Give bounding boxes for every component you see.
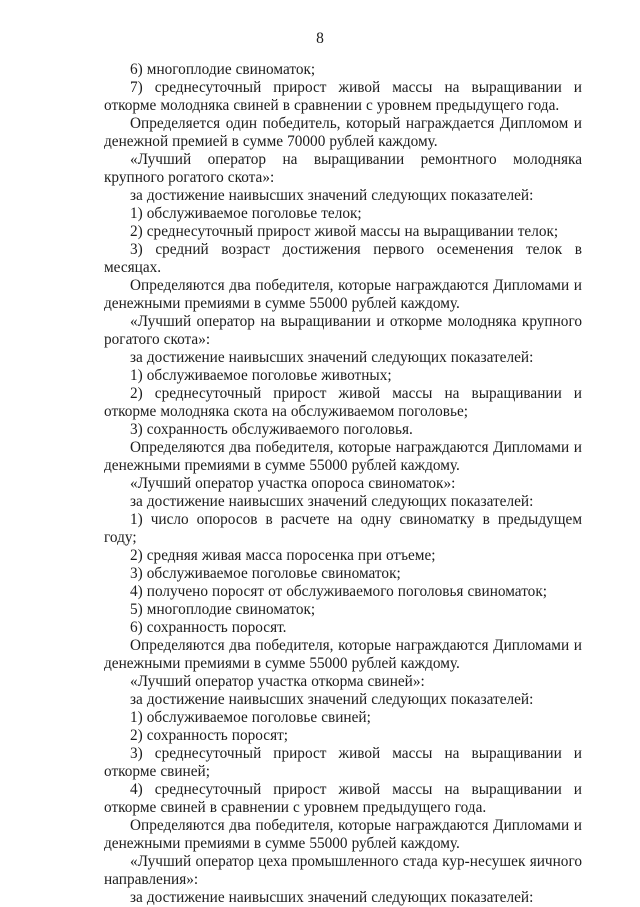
paragraph: Определяется один победитель, который награждается Дипломом и денежной премией в сумме 70000 рублей каждому.	[104, 115, 582, 150]
paragraph: за достижение наивысших значений следующих показателей:	[130, 889, 534, 906]
paragraph: 2) среднесуточный прирост живой массы на выращивании и откорме молодняка скота на обслуживаемом поголовье;	[104, 385, 582, 420]
document-body	[104, 61, 582, 907]
paragraph: 1) обслуживаемое поголовье свиней;	[130, 709, 371, 726]
paragraph: 2) сохранность поросят;	[130, 727, 289, 744]
paragraph: 6) сохранность поросят.	[130, 619, 287, 636]
paragraph: «Лучший оператор участка откорма свиней»:	[130, 673, 425, 690]
paragraph: Определяются два победителя, которые награждаются Дипломами и денежными премиями в сумме 55000 рублей каждому.	[104, 439, 582, 474]
paragraph: 3) сохранность обслуживаемого поголовья.	[130, 421, 413, 438]
paragraph: «Лучший оператор участка опороса свиноматок»:	[130, 475, 456, 492]
paragraph: 3) среднесуточный прирост живой массы на выращивании и откорме свиней;	[104, 745, 582, 780]
paragraph: 3) обслуживаемое поголовье свиноматок;	[130, 565, 401, 582]
paragraph: Определяются два победителя, которые награждаются Дипломами и денежными премиями в сумме 55000 рублей каждому.	[104, 277, 582, 312]
paragraph: за достижение наивысших значений следующих показателей:	[130, 493, 534, 510]
paragraph: 4) получено поросят от обслуживаемого поголовья свиноматок;	[130, 583, 548, 600]
paragraph: 4) среднесуточный прирост живой массы на выращивании и откорме свиней в сравнении с уровнем предыдущего года.	[104, 781, 582, 816]
paragraph: Определяются два победителя, которые награждаются Дипломами и денежными премиями в сумме 55000 рублей каждому.	[104, 817, 582, 852]
paragraph: 2) среднесуточный прирост живой массы на выращивании телок;	[130, 223, 559, 240]
paragraph: 2) средняя живая масса поросенка при отъеме;	[130, 547, 436, 564]
paragraph: 1) обслуживаемое поголовье телок;	[130, 205, 362, 222]
paragraph: «Лучший оператор на выращивании и откорме молодняка крупного рогатого скота»:	[104, 313, 582, 348]
paragraph: 6) многоплодие свиноматок;	[130, 61, 316, 78]
paragraph: «Лучший оператор цеха промышленного стада кур-несушек яичного направления»:	[104, 853, 582, 888]
page-number: 8	[316, 30, 324, 47]
paragraph: за достижение наивысших значений следующих показателей:	[130, 349, 534, 366]
paragraph: Определяются два победителя, которые награждаются Дипломами и денежными премиями в сумме 55000 рублей каждому.	[104, 637, 582, 672]
paragraph: за достижение наивысших значений следующих показателей:	[130, 691, 534, 708]
paragraph: 7) среднесуточный прирост живой массы на выращивании и откорме молодняка свиней в сравнении с уровнем предыдущего года.	[104, 79, 582, 114]
paragraph: 5) многоплодие свиноматок;	[130, 601, 316, 618]
paragraph: за достижение наивысших значений следующих показателей:	[130, 187, 534, 204]
paragraph: «Лучший оператор на выращивании ремонтного молодняка крупного рогатого скота»:	[104, 151, 582, 186]
paragraph: 1) обслуживаемое поголовье животных;	[130, 367, 392, 384]
paragraph: 3) средний возраст достижения первого осеменения телок в месяцах.	[104, 241, 582, 276]
paragraph: 1) число опоросов в расчете на одну свиноматку в предыдущем году;	[104, 511, 582, 546]
